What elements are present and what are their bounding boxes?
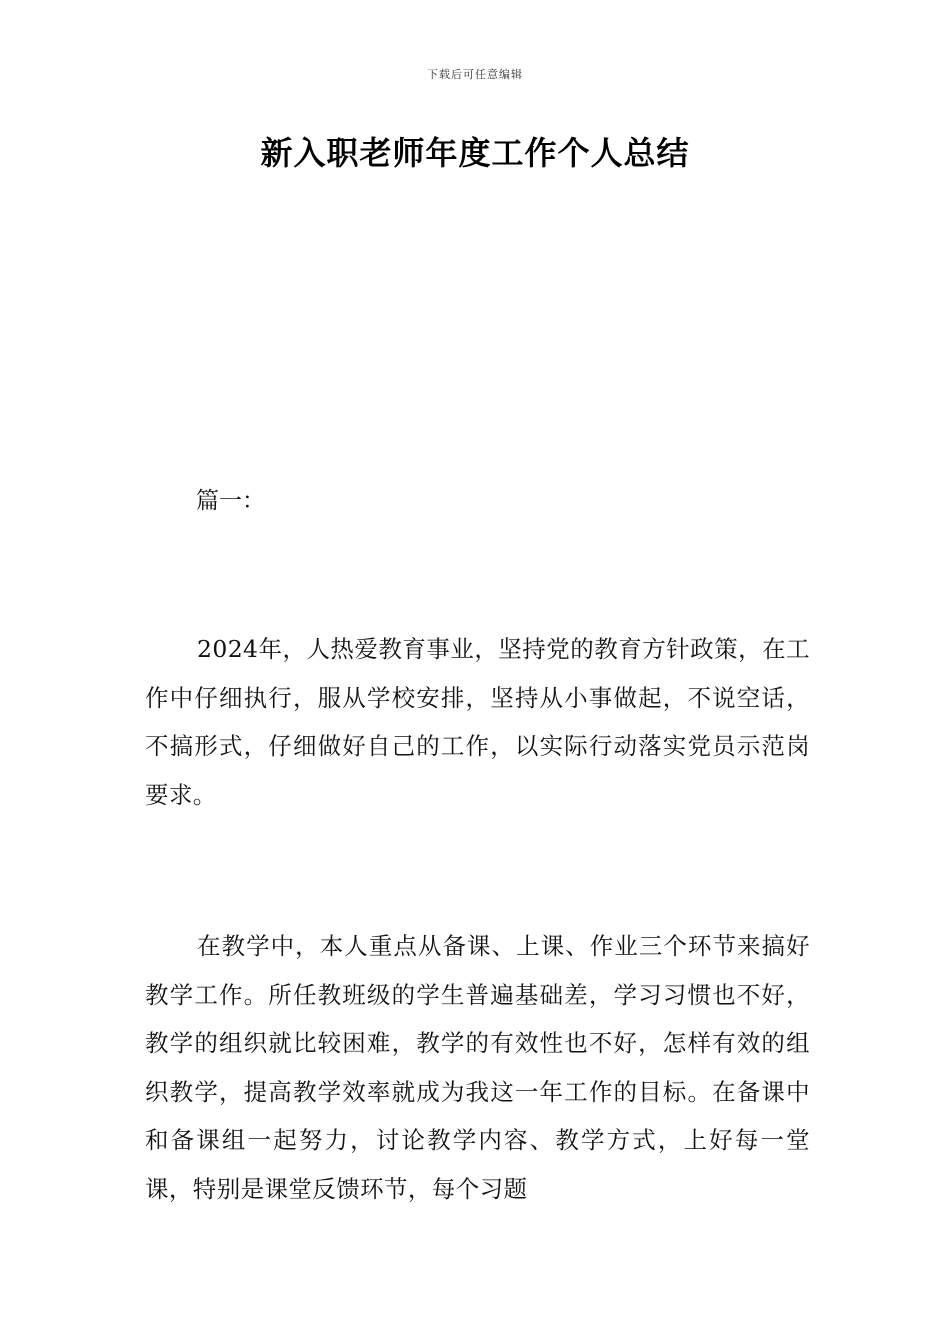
paragraph-1: 2024年，人热爱教育事业，坚持党的教育方针政策，在工作中仔细执行，服从学校安排，坚持从小事做起，不说空话，不搞形式，仔细做好自己的工作，以实际行动落实党员示范岗要求。: [145, 635, 810, 809]
document-title: 新入职老师年度工作个人总结: [260, 134, 690, 172]
paragraph-2: 在教学中，本人重点从备课、上课、作业三个环节来搞好教学工作。所任教班级的学生普遍基础差，学习习惯也不好，教学的组织就比较困难，教学的有效性也不好，怎样有效的组织教学，提高教学效率就成为我这一年工作的目标。在备课中和备课组一起努力，讨论教学内容、教学方式，上好每一堂课，特别是课堂反馈环节，每个习题: [145, 932, 810, 1203]
header-note: 下载后可任意编辑: [427, 68, 523, 81]
section-label: 篇一：: [196, 488, 265, 514]
